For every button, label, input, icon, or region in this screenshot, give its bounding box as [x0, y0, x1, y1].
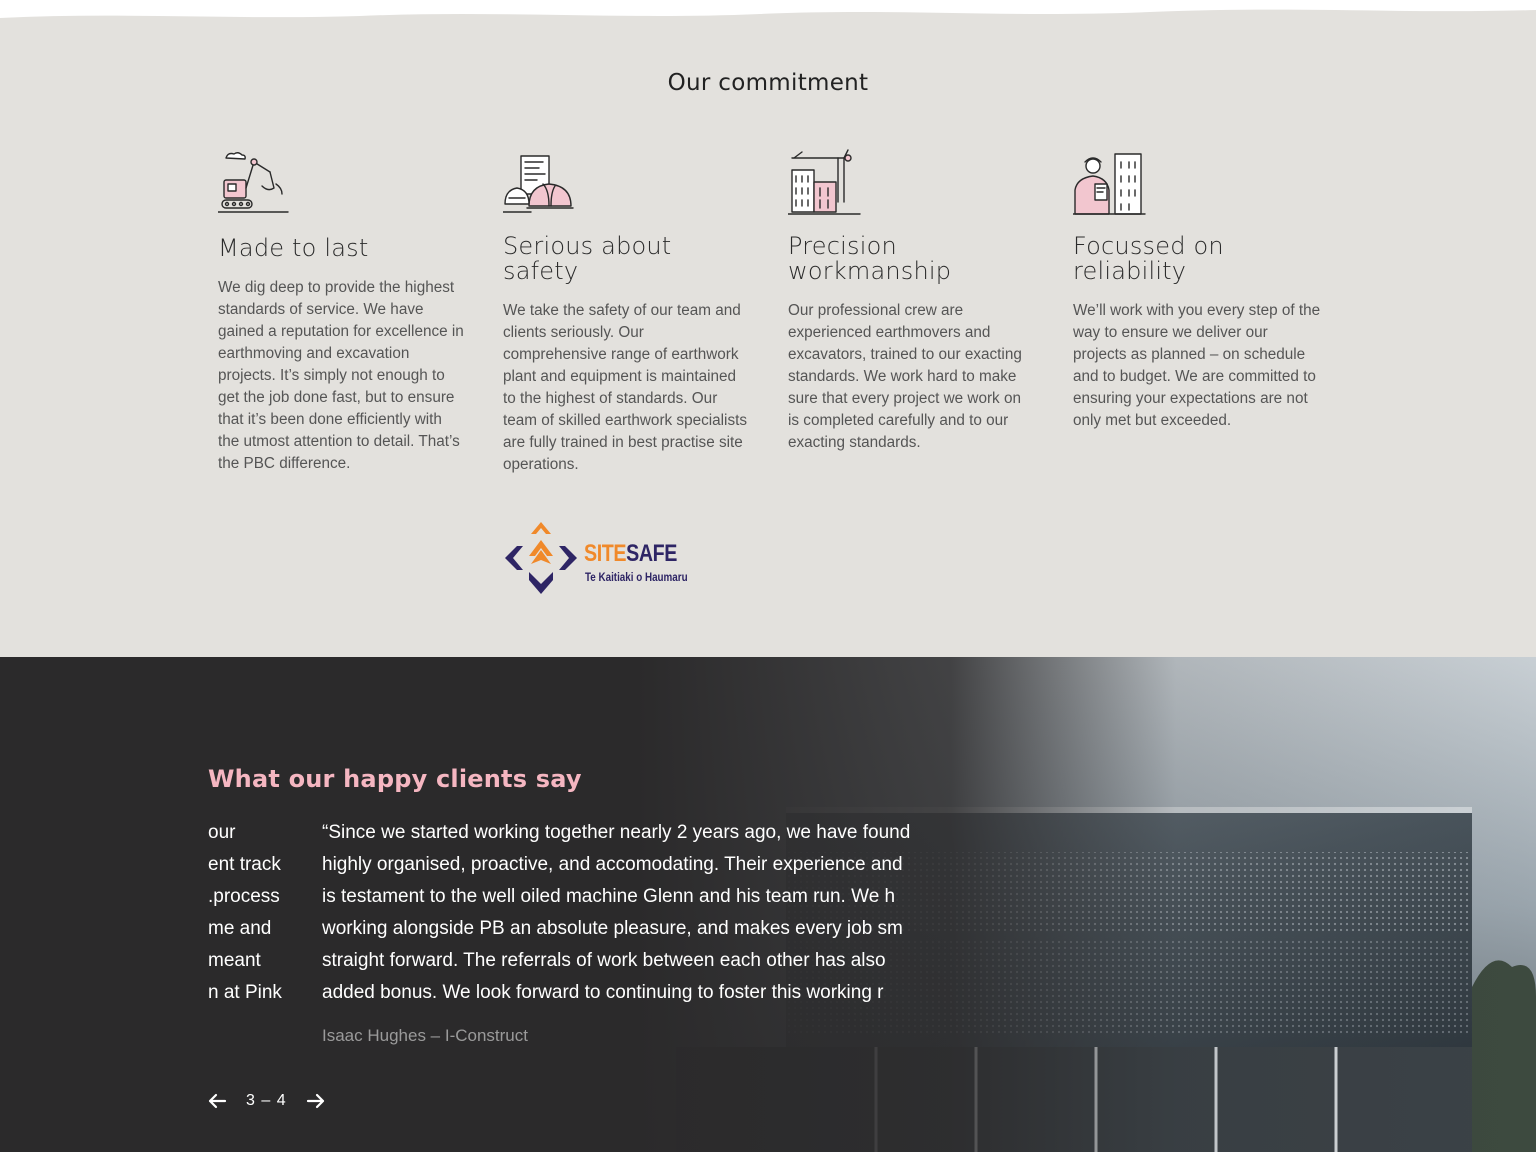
testimonial-pager [206, 1090, 327, 1112]
next-button[interactable] [305, 1090, 327, 1112]
prev-button[interactable] [206, 1090, 228, 1112]
item-text: We’ll work with you every step of the way to ensure we deliver our projects as planned – on schedule and to budget. We are committed to ensuring your expectations are not only met but exceeded. [1073, 302, 1321, 429]
crane-building-icon [788, 148, 862, 218]
fragment-line: meant [208, 950, 261, 971]
hard-hat-icon [503, 148, 577, 218]
sitesafe-wordmark: SITESAFE [584, 540, 677, 567]
pager-current: 3 [246, 1092, 256, 1109]
fragment-line: ent track [208, 854, 281, 875]
worker-building-icon [1073, 148, 1147, 218]
testimonials-section [0, 657, 1536, 1152]
pager-count [246, 1092, 287, 1110]
item-title: Serious about safety [503, 232, 672, 285]
pager-separator: – [261, 1092, 272, 1109]
pager-total: 4 [276, 1092, 287, 1109]
testimonials-heading: What our happy clients say [208, 765, 582, 793]
sitesafe-logo [503, 520, 693, 598]
quote-line: working alongside PB an absolute pleasure, and makes every job sm [322, 918, 903, 939]
commitment-item-precision-workmanship [788, 148, 1038, 454]
commitment-item-made-to-last [218, 148, 468, 475]
fragment-line: n at Pink [208, 982, 282, 1003]
sitesafe-logo-mark [503, 520, 581, 598]
sitesafe-subtitle: Te Kaitiaki o Haumaru [585, 570, 688, 584]
quote-line: “Since we started working together nearly 2 years ago, we have found [322, 822, 911, 843]
commitment-item-serious-about-safety [503, 148, 753, 584]
fragment-line: me and [208, 918, 272, 939]
fragment-line: our [208, 822, 236, 843]
item-text: We dig deep to provide the highest standards of service. We have gained a reputation for excellence in earthmoving and excavation projects. It’s simply not enough to get the job done fast, but to ensure that it’s been done efficiently with the utmost attention to detail. That’s the PBC difference. [218, 279, 464, 472]
excavator-icon [218, 148, 292, 218]
quote-line: added bonus. We look forward to continuing to foster this working r [322, 982, 884, 1003]
fragment-line: process. [208, 886, 280, 907]
testimonial-quote [322, 817, 942, 1009]
item-text: Our professional crew are experienced earthmovers and excavators, trained to our exacting standards. We work hard to make sure that every project we work on is completed carefully and to our exacting standards. [788, 302, 1022, 451]
item-title: Made to last [218, 234, 369, 262]
previous-testimonial-fragment [208, 817, 308, 1009]
arrow-right-icon [306, 1093, 326, 1109]
item-text: We take the safety of our team and clients seriously. Our comprehensive range of earthwork plant and equipment is maintained to the highest of standards. Our team of skilled earthwork specialists are fully trained in best practise site operations. [503, 302, 747, 473]
commitment-item-focussed-on-reliability [1073, 148, 1323, 432]
arrow-left-icon [207, 1093, 227, 1109]
quote-line: straight forward. The referrals of work between each other has also [322, 950, 886, 971]
item-title: Focussed on reliability [1073, 232, 1224, 285]
section-title: Our commitment [667, 70, 869, 96]
quote-line: highly organised, proactive, and accomodating. Their experience and [322, 854, 903, 875]
quote-line: is testament to the well oiled machine Glenn and his team run. We h [322, 886, 896, 907]
item-title: Precision workmanship [788, 232, 952, 285]
testimonial-author: Isaac Hughes – I-Construct [322, 1026, 528, 1045]
